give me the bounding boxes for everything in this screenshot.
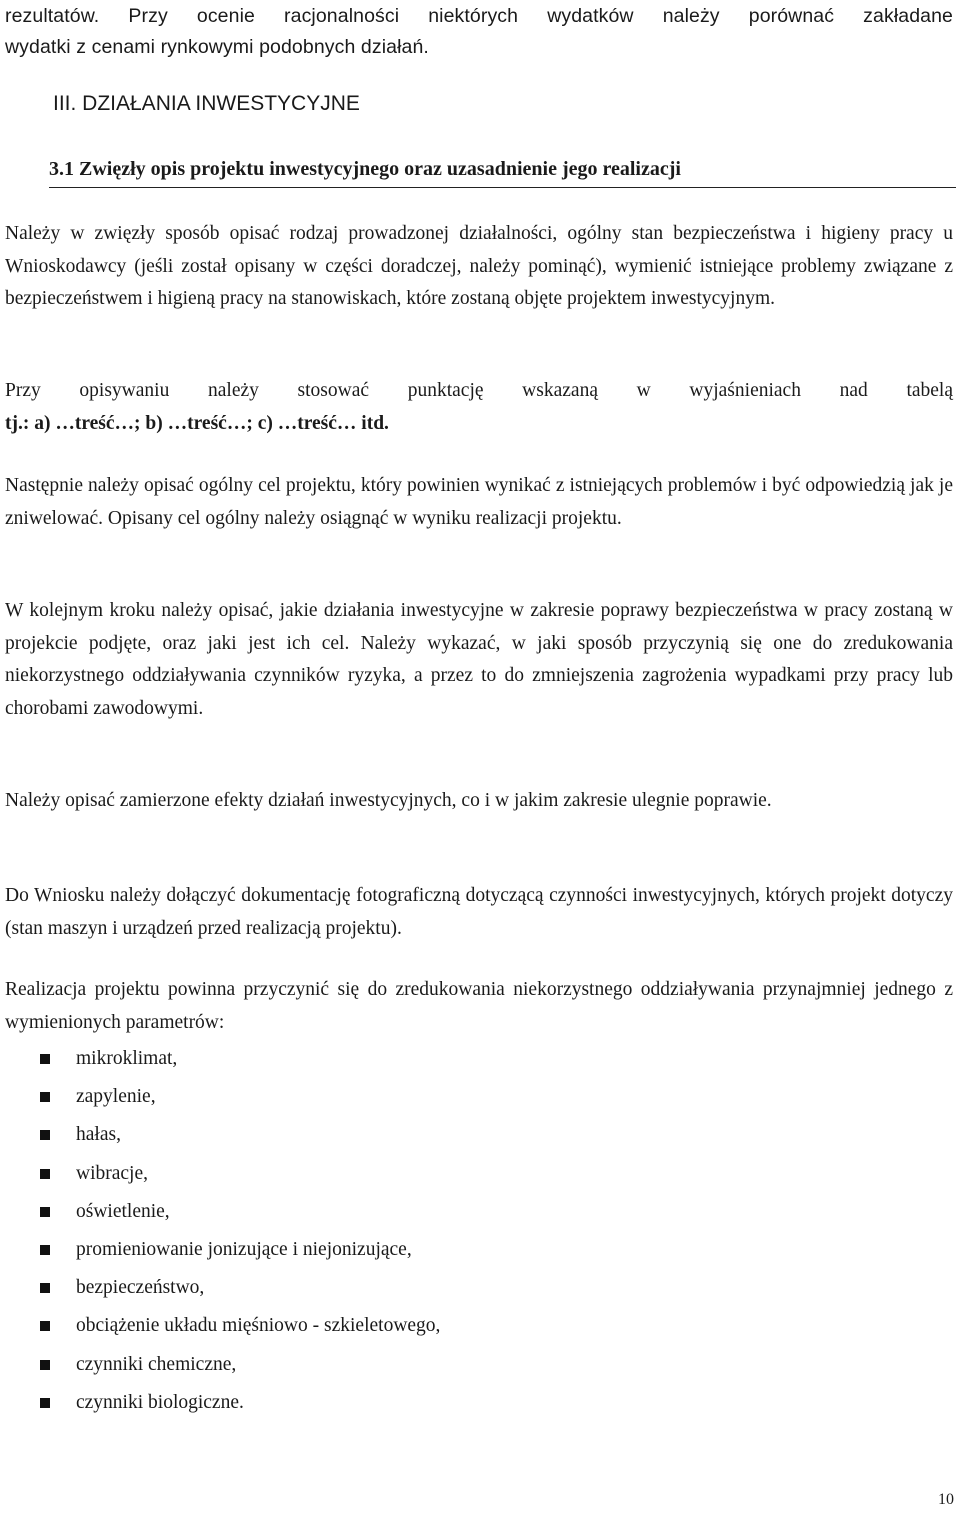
numbering-instruction-text: Przy opisywaniu należy stosować punktację wskazaną w wyjaśnieniach nad tabelą <box>5 380 953 401</box>
list-item: czynniki biologiczne. <box>0 1387 900 1425</box>
parameters-list <box>0 1043 900 1425</box>
paragraph-investment-actions: W kolejnym kroku należy opisać, jakie działania inwestycyjne w zakresie poprawy bezpieczeństwa w pracy zostaną w projekcie podjęte, oraz jaki jest ich cel. Należy wykazać, w jaki sposób przyczynią się one do zredukowania niekorzystnego oddziaływania czynników ryzyka, a przez to do zmniejszenia zagrożenia wypadkami przy pracy lub chorobami zawodowymi. <box>5 600 953 719</box>
list-item: obciążenie układu mięśniowo - szkieletowego, <box>0 1310 900 1348</box>
square-bullet-icon <box>40 1360 50 1370</box>
square-bullet-icon <box>40 1245 50 1255</box>
list-item: zapylenie, <box>0 1081 900 1119</box>
square-bullet-icon <box>40 1283 50 1293</box>
list-item: czynniki chemiczne, <box>0 1349 900 1387</box>
square-bullet-icon <box>40 1054 50 1064</box>
square-bullet-icon <box>40 1092 50 1102</box>
square-bullet-icon <box>40 1169 50 1179</box>
list-item: oświetlenie, <box>0 1196 900 1234</box>
square-bullet-icon <box>40 1398 50 1408</box>
square-bullet-icon <box>40 1321 50 1331</box>
square-bullet-icon <box>40 1207 50 1217</box>
paragraph-parameters-intro: Realizacja projektu powinna przyczynić się do zredukowania niekorzystnego oddziaływania przynajmniej jednego z wymienionych parametrów: <box>5 979 953 1033</box>
intro-line-2: wydatki z cenami rynkowymi podobnych działań. <box>5 36 429 58</box>
list-item: hałas, <box>0 1119 900 1157</box>
list-item: bezpieczeństwo, <box>0 1272 900 1310</box>
section-heading: III. DZIAŁANIA INWESTYCYJNE <box>53 92 360 115</box>
list-item: mikroklimat, <box>0 1043 900 1081</box>
paragraph-activity-description: Należy w zwięzły sposób opisać rodzaj prowadzonej działalności, ogólny stan bezpieczeństwa i higieny pracy u Wnioskodawcy (jeśli został opisany w części doradczej, należy pominąć), wymienić istniejące problemy związane z bezpieczeństwem i higieną pracy na stanowiskach, które zostaną objęte projektem inwestycyjnym. <box>5 223 953 309</box>
paragraph-general-goal: Następnie należy opisać ogólny cel projektu, który powinien wynikać z istniejących problemów i być odpowiedzią jak je zniwelować. Opisany cel ogólny należy osiągnąć w wyniku realizacji projektu. <box>5 475 953 529</box>
intro-line-1: rezultatów. Przy ocenie racjonalności niektórych wydatków należy porównać zakładane <box>5 5 953 27</box>
paragraph-numbering-instruction <box>5 375 953 440</box>
page-number: 10 <box>938 1491 954 1508</box>
numbering-example: tj.: a) …treść…; b) …treść…; c) …treść… itd. <box>5 412 389 434</box>
square-bullet-icon <box>40 1130 50 1140</box>
list-item: wibracje, <box>0 1158 900 1196</box>
list-item: promieniowanie jonizujące i niejonizujące, <box>0 1234 900 1272</box>
paragraph-photo-documentation: Do Wniosku należy dołączyć dokumentację fotograficzną dotyczącą czynności inwestycyjnych, których projekt dotyczy (stan maszyn i urządzeń przed realizacją projektu). <box>5 885 953 939</box>
section-subheading: 3.1 Zwięzły opis projektu inwestycyjnego oraz uzasadnienie jego realizacji <box>49 151 956 188</box>
paragraph-expected-effects: Należy opisać zamierzone efekty działań inwestycyjnych, co i w jakim zakresie ulegnie poprawie. <box>5 790 772 811</box>
